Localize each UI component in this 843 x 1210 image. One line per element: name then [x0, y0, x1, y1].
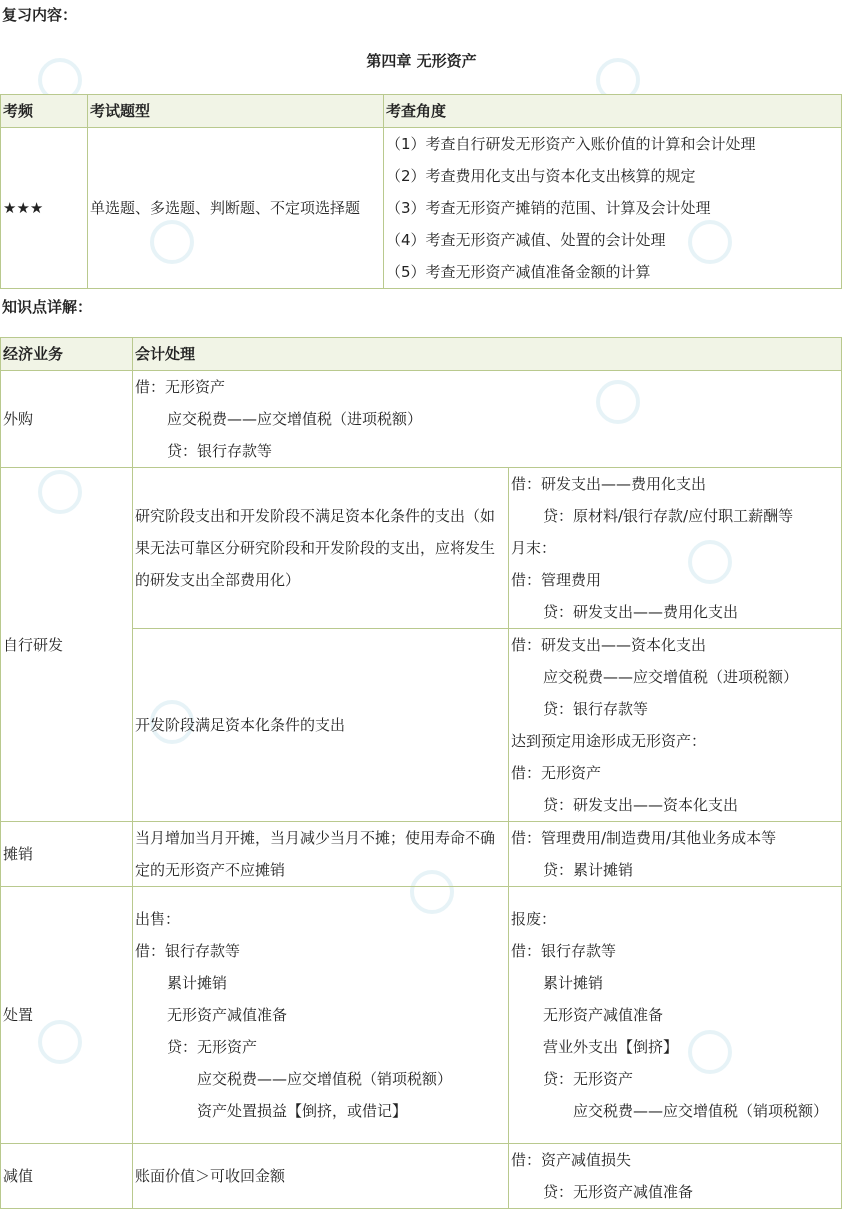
label-rnd: 自行研发: [3, 635, 64, 654]
entry-line: 报废：: [511, 910, 557, 928]
entry-line: 资产处置损益【倒挤，或借记】: [197, 1102, 408, 1120]
label-disposal: 处置: [3, 1006, 34, 1024]
entry-line: 应交税费——应交增值税（销项税额）: [573, 1102, 829, 1120]
row-disposal: [1, 887, 842, 1144]
entry-line: 贷：累计摊销: [543, 861, 634, 879]
entry-line: 营业外支出【倒挤】: [543, 1038, 679, 1056]
entry-line: 无形资产减值准备: [167, 1006, 288, 1024]
entry-line: 借：无形资产: [135, 378, 226, 396]
header-accounting: 会计处理: [135, 345, 196, 363]
detail-table-header: [1, 338, 842, 371]
entry-line: 贷：银行存款等: [543, 700, 649, 718]
header-question-types: 考试题型: [90, 102, 151, 120]
header-frequency: 考频: [3, 102, 34, 120]
frequency-stars: ★★★: [3, 199, 44, 217]
row-purchase: [1, 371, 842, 468]
amortization-description: 当月增加当月开摊，当月减少当月不摊；使用寿命不确定的无形资产不应摊销: [135, 829, 496, 879]
review-table: [0, 94, 842, 289]
angle-item: （2）考查费用化支出与资本化支出核算的规定: [386, 167, 696, 185]
entry-line: 累计摊销: [167, 974, 228, 992]
row-amortization: [1, 822, 842, 887]
entry-line: 借：管理费用/制造费用/其他业务成本等: [511, 829, 777, 847]
entry-line: 借：管理费用: [511, 571, 602, 589]
angle-item: （4）考查无形资产减值、处置的会计处理: [386, 231, 666, 249]
entry-line: 贷：无形资产减值准备: [543, 1183, 694, 1201]
entry-line: 累计摊销: [543, 974, 604, 992]
entry-line: 贷：银行存款等: [167, 442, 273, 460]
entry-line: 月末：: [511, 539, 557, 557]
research-description: 研究阶段支出和开发阶段不满足资本化条件的支出（如果无法可靠区分研究阶段和开发阶段的支出，应将发生的研发支出全部费用化）: [135, 507, 496, 589]
knowledge-heading: 知识点详解：: [2, 298, 93, 316]
label-amortization: 摊销: [3, 845, 34, 863]
review-heading: 复习内容：: [2, 6, 78, 24]
entry-line: 借：银行存款等: [511, 942, 617, 960]
entry-line: 贷：研发支出——资本化支出: [543, 796, 739, 814]
entry-line: 借：研发支出——费用化支出: [511, 475, 707, 493]
question-types: 单选题、多选题、判断题、不定项选择题: [90, 199, 361, 217]
entry-line: 出售：: [135, 910, 181, 928]
detail-table: [0, 337, 842, 1209]
entry-line: 贷：原材料/银行存款/应付职工薪酬等: [543, 507, 794, 525]
entry-line: 无形资产减值准备: [543, 1006, 664, 1024]
entry-line: 借：银行存款等: [135, 942, 241, 960]
header-angles: 考查角度: [386, 102, 447, 120]
entry-line: 借：研发支出——资本化支出: [511, 636, 707, 654]
entry-line: 借：资产减值损失: [511, 1151, 632, 1169]
entry-line: 达到预定用途形成无形资产：: [511, 732, 707, 750]
header-business: 经济业务: [3, 345, 64, 363]
label-purchase: 外购: [3, 410, 34, 428]
row-impairment: [1, 1144, 842, 1209]
entry-line: 贷：研发支出——费用化支出: [543, 603, 739, 621]
entry-line: 应交税费——应交增值税（销项税额）: [197, 1070, 453, 1088]
angle-item: （1）考查自行研发无形资产入账价值的计算和会计处理: [386, 135, 756, 153]
review-table-header: [1, 95, 842, 128]
angle-item: （3）考查无形资产摊销的范围、计算及会计处理: [386, 199, 711, 217]
development-description: 开发阶段满足资本化条件的支出: [135, 716, 346, 734]
chapter-title: 第四章 无形资产: [366, 52, 477, 70]
label-impairment: 减值: [3, 1167, 34, 1185]
review-table-row: [1, 128, 842, 289]
entry-line: 应交税费——应交增值税（进项税额）: [543, 668, 799, 686]
entry-line: 借：无形资产: [511, 764, 602, 782]
impairment-description: 账面价值＞可收回金额: [135, 1167, 286, 1185]
row-rnd-research: [1, 468, 842, 629]
entry-line: 贷：无形资产: [543, 1070, 634, 1088]
angle-item: （5）考查无形资产减值准备金额的计算: [386, 263, 651, 281]
entry-line: 贷：无形资产: [167, 1038, 258, 1056]
entry-line: 应交税费——应交增值税（进项税额）: [167, 410, 423, 428]
